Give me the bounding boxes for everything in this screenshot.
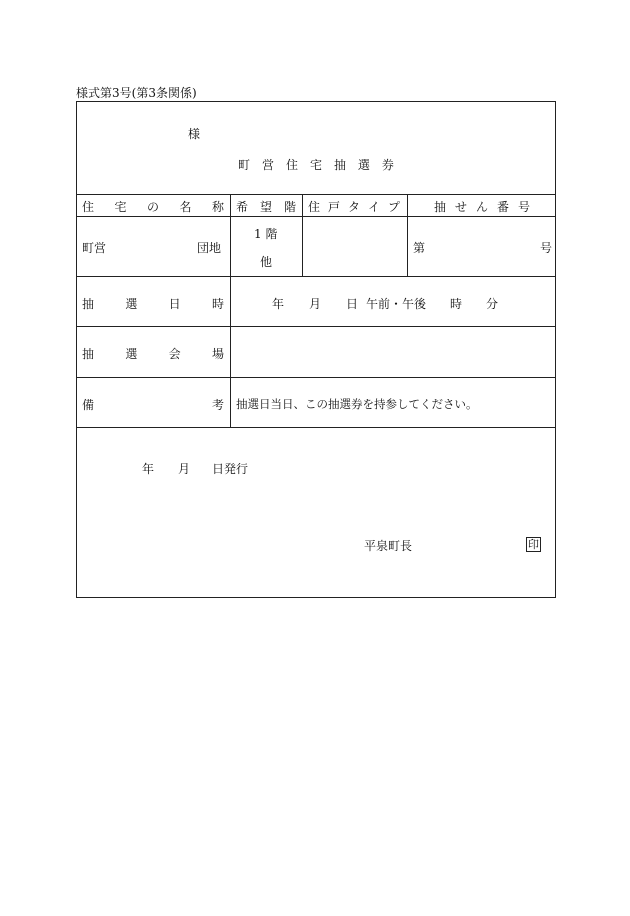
header-char: 階 (283, 200, 296, 214)
row-divider (76, 326, 556, 327)
label-char: 時 (211, 297, 224, 311)
label-char: 選 (125, 297, 138, 311)
row-divider (76, 377, 556, 378)
issue-day: 日発行 (212, 462, 249, 476)
label-lottery-datetime (82, 295, 224, 312)
title-char: 営 (261, 158, 274, 172)
header-char: 号 (517, 200, 530, 214)
header-char: 望 (259, 200, 272, 214)
title-char: 選 (357, 158, 370, 172)
addressee-suffix: 様 (188, 127, 201, 141)
remarks-text: 抽選日当日、この抽選券を持参してください。 (236, 397, 478, 411)
header-char: せ (454, 200, 467, 214)
datetime-year: 年 (272, 297, 285, 311)
label-lottery-venue (82, 345, 224, 362)
header-char: 称 (211, 200, 224, 214)
form-number-label: 様式第3号(第3条関係) (76, 86, 197, 100)
title-char: 宅 (309, 158, 322, 172)
header-char: 住 (82, 200, 95, 214)
label-char: 抽 (82, 297, 95, 311)
header-char: の (146, 200, 159, 214)
column-divider (230, 194, 231, 427)
header-lottery-number (434, 198, 530, 215)
header-housing-name (82, 198, 224, 215)
label-char: 抽 (82, 347, 95, 361)
header-char: 抽 (434, 200, 447, 214)
datetime-day: 日 (346, 297, 359, 311)
title-char: 抽 (333, 158, 346, 172)
header-char: 宅 (114, 200, 127, 214)
row-divider (76, 194, 556, 195)
datetime-hour: 時 (450, 297, 463, 311)
header-char: 名 (179, 200, 192, 214)
housing-prefix: 町営 (82, 241, 107, 255)
header-char: 戸 (327, 200, 340, 214)
header-char: 希 (236, 200, 249, 214)
row-divider (76, 216, 556, 217)
column-divider (302, 194, 303, 276)
issuer-name: 平泉町長 (364, 539, 413, 553)
label-remarks-left: 備 (82, 398, 95, 412)
row-divider (76, 276, 556, 277)
issue-year: 年 (142, 462, 155, 476)
lottery-number-prefix: 第 (413, 241, 426, 255)
header-char: プ (387, 200, 400, 214)
lottery-number-suffix: 号 (540, 241, 553, 255)
header-char: タ (347, 200, 360, 214)
issue-month: 月 (178, 462, 191, 476)
header-char: ん (475, 200, 488, 214)
header-char: 住 (308, 200, 321, 214)
header-char: イ (367, 200, 380, 214)
datetime-minute: 分 (486, 297, 499, 311)
header-char: 番 (496, 200, 509, 214)
column-divider (407, 194, 408, 276)
label-remarks-right: 考 (212, 398, 225, 412)
form-title (238, 156, 394, 173)
seal-mark: 印 (528, 538, 539, 551)
header-unit-type (308, 198, 400, 215)
label-char: 会 (168, 347, 181, 361)
title-char: 町 (238, 158, 251, 172)
title-char: 住 (285, 158, 298, 172)
label-char: 日 (168, 297, 181, 311)
floor-other: 他 (260, 255, 273, 269)
floor-value: 1 階 (254, 227, 278, 241)
housing-suffix: 団地 (197, 241, 222, 255)
header-desired-floor (236, 198, 296, 215)
label-char: 選 (125, 347, 138, 361)
datetime-month: 月 (309, 297, 322, 311)
datetime-ampm: 午前・午後 (366, 297, 427, 311)
row-divider (76, 427, 556, 428)
title-char: 券 (381, 158, 394, 172)
label-char: 場 (211, 347, 224, 361)
